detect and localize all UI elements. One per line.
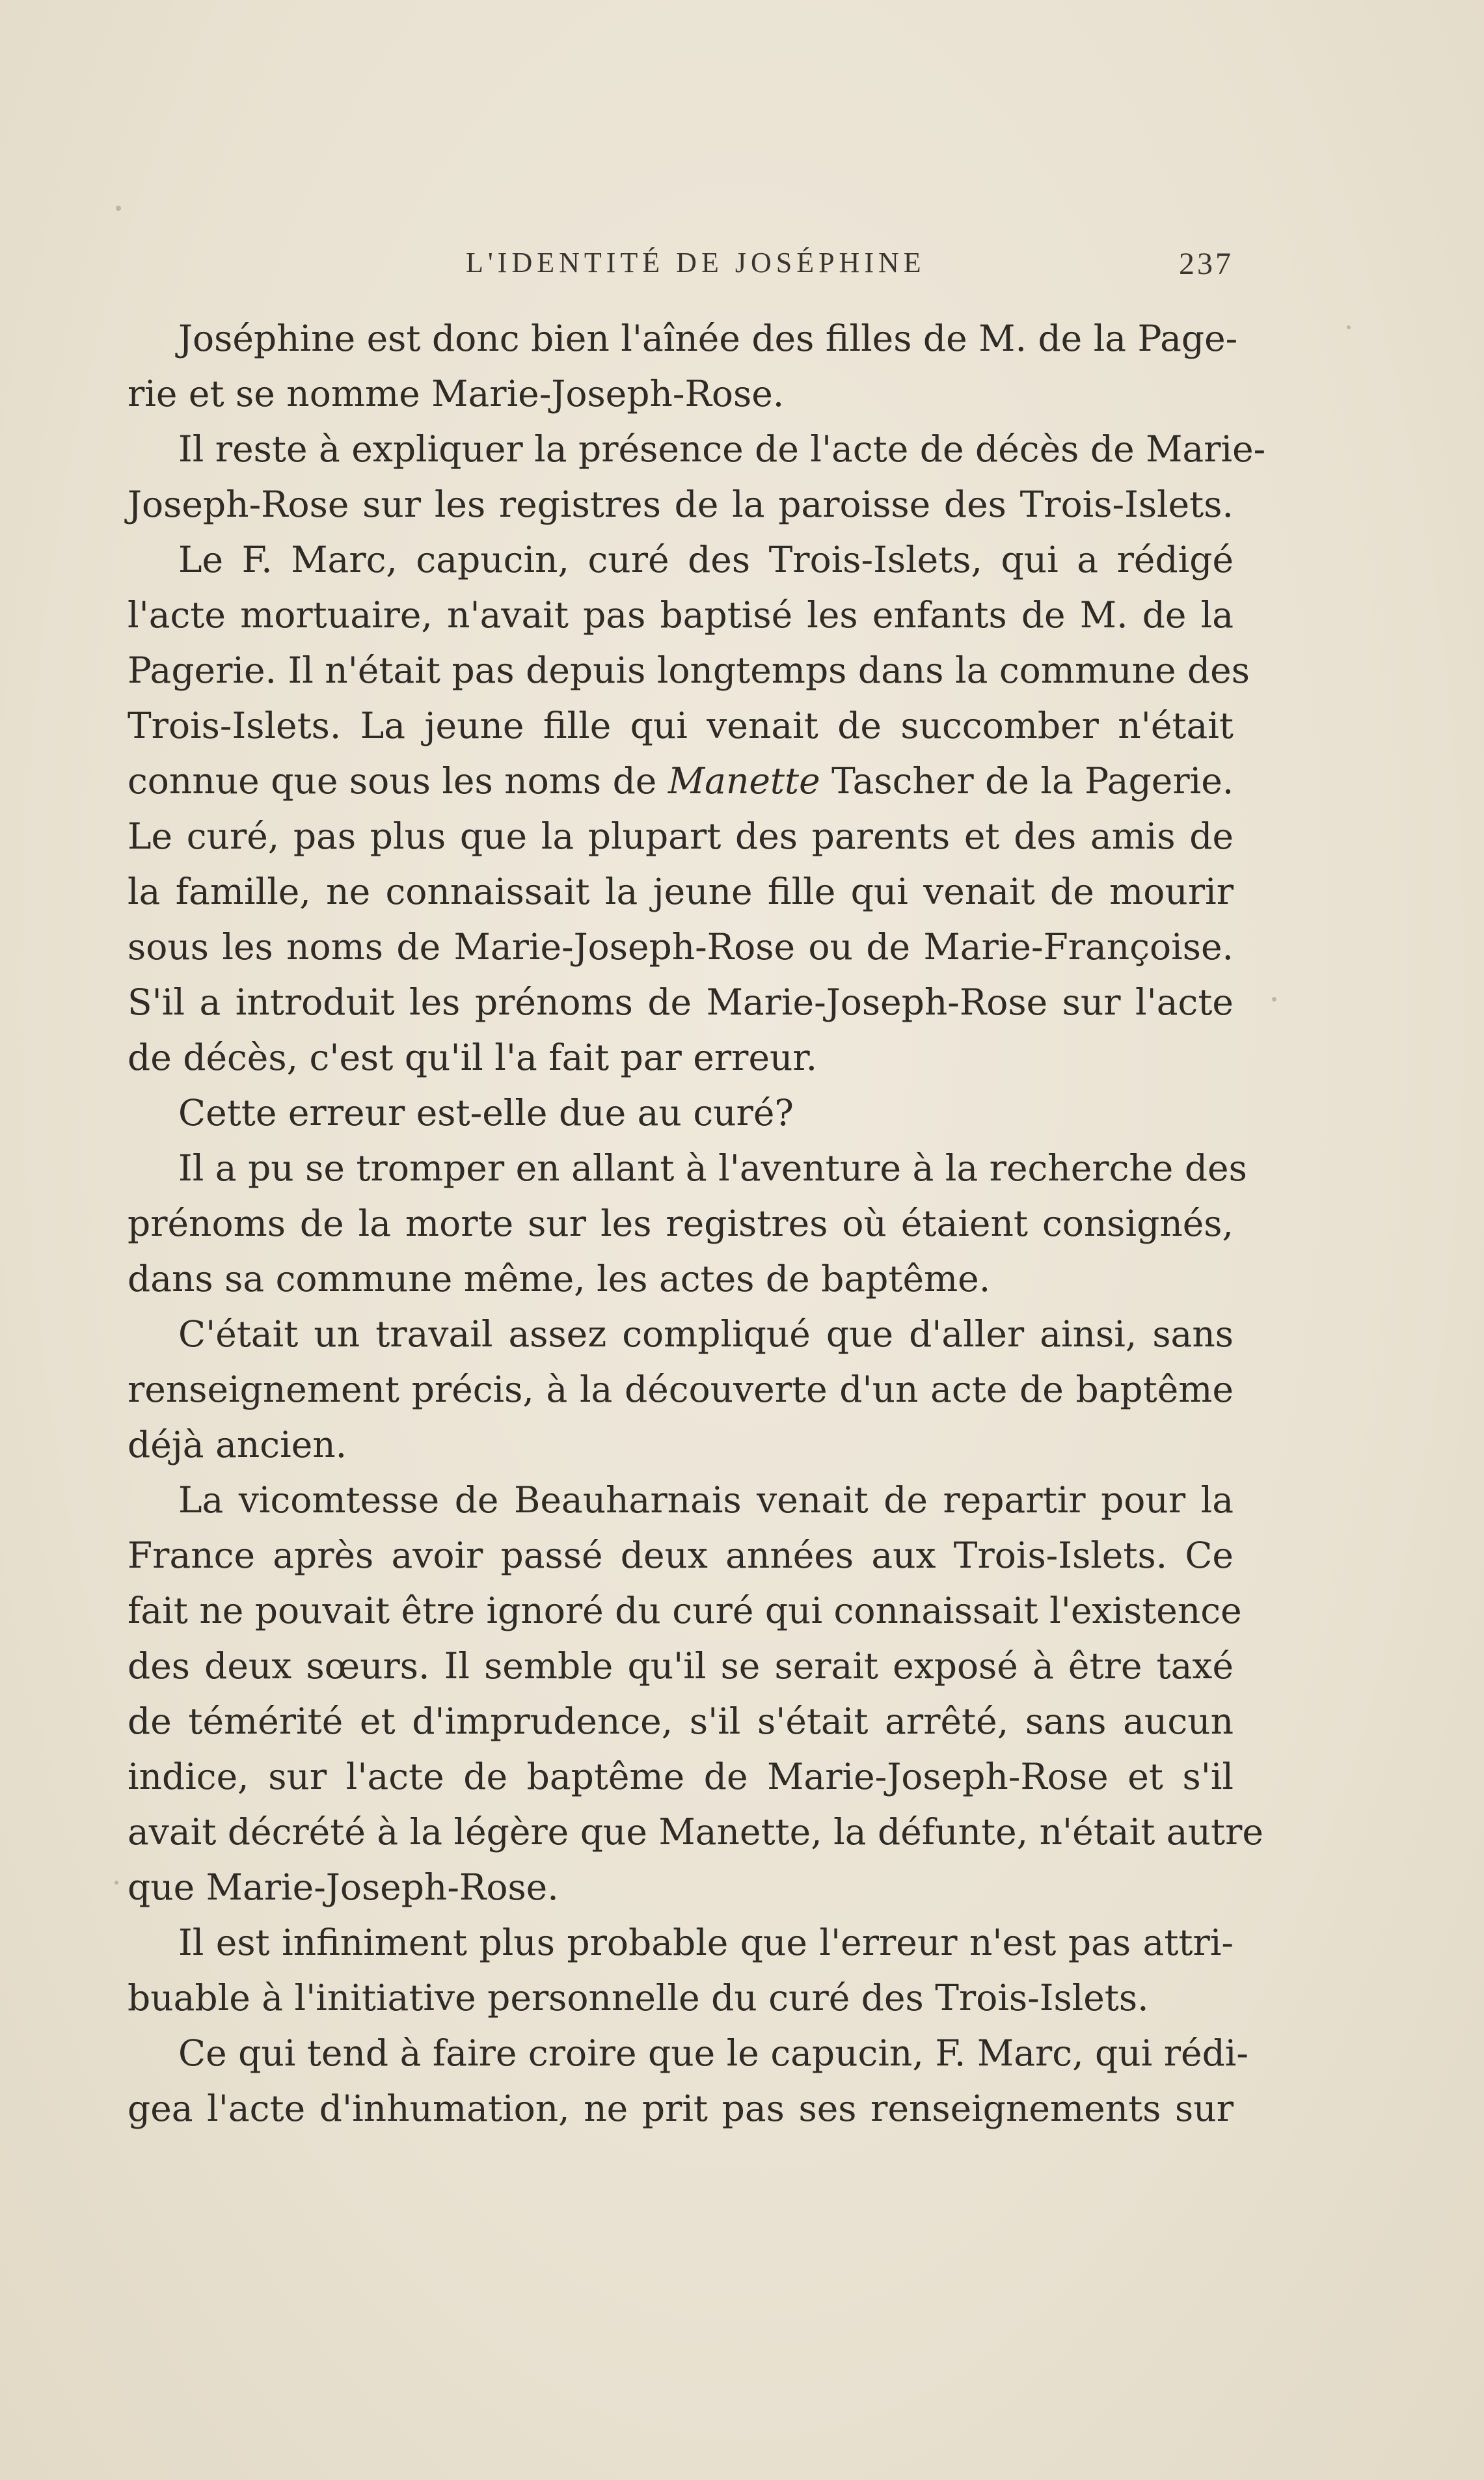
text-line: indice, sur l'acte de baptême de Marie-Joseph-Rose et s'il bbox=[128, 1756, 1234, 1797]
text-line: sous les noms de Marie-Joseph-Rose ou de Marie-Françoise. bbox=[128, 926, 1234, 968]
text-line: fait ne pouvait être ignoré du curé qui connaissait l'existence bbox=[128, 1590, 1242, 1631]
text-line: Le F. Marc, capucin, curé des Trois-Islets, qui a rédigé bbox=[178, 539, 1234, 580]
paper-speck bbox=[1272, 997, 1276, 1002]
running-title: L'IDENTITÉ DE JOSÉPHINE bbox=[466, 247, 926, 279]
text-line: Le curé, pas plus que la plupart des parents et des amis de bbox=[128, 815, 1234, 857]
page-header bbox=[128, 246, 1234, 292]
text-line: Joseph-Rose sur les registres de la paroisse des Trois-Islets. bbox=[128, 484, 1234, 525]
text-line: C'était un travail assez compliqué que d'aller ainsi, sans bbox=[178, 1313, 1234, 1355]
text-line: Il reste à expliquer la présence de l'acte de décès de Marie- bbox=[178, 428, 1266, 470]
text-line: dans sa commune même, les actes de baptême. bbox=[128, 1258, 991, 1300]
text-line: La vicomtesse de Beauharnais venait de repartir pour la bbox=[178, 1479, 1234, 1521]
text-line: Ce qui tend à faire croire que le capucin, F. Marc, qui rédi- bbox=[178, 2032, 1248, 2074]
text-line: gea l'acte d'inhumation, ne prit pas ses renseignements sur bbox=[128, 2088, 1234, 2129]
text-line: renseignement précis, à la découverte d'un acte de baptême bbox=[128, 1369, 1234, 1410]
text-line: la famille, ne connaissait la jeune fille qui venait de mourir bbox=[128, 871, 1234, 912]
body-text bbox=[128, 311, 1266, 2136]
text-line: de décès, c'est qu'il l'a fait par erreur. bbox=[128, 1037, 818, 1078]
text-line: buable à l'initiative personnelle du curé des Trois-Islets. bbox=[128, 1977, 1149, 2019]
text-segment: Tascher de la Pagerie. bbox=[831, 760, 1234, 802]
text-line: Joséphine est donc bien l'aînée des filles de M. de la Page- bbox=[178, 318, 1238, 359]
text-line: Cette erreur est-elle due au curé? bbox=[178, 1092, 794, 1134]
text-segment: connue que sous les noms de bbox=[128, 760, 657, 802]
paper-speck bbox=[115, 1881, 118, 1885]
text-line: avait décrété à la légère que Manette, la défunte, n'était autre bbox=[128, 1811, 1263, 1853]
text-line: que Marie-Joseph-Rose. bbox=[128, 1866, 559, 1908]
paper-speck bbox=[1347, 325, 1351, 329]
text-line: S'il a introduit les prénoms de Marie-Joseph-Rose sur l'acte bbox=[128, 981, 1234, 1023]
text-line: Il est infiniment plus probable que l'erreur n'est pas attri- bbox=[178, 1922, 1234, 1963]
text-line: l'acte mortuaire, n'avait pas baptisé les enfants de M. de la bbox=[128, 594, 1234, 636]
text-line-with-italic bbox=[128, 754, 1234, 809]
text-line: Pagerie. Il n'était pas depuis longtemps dans la commune des bbox=[128, 649, 1250, 691]
text-line: des deux sœurs. Il semble qu'il se serait exposé à être taxé bbox=[128, 1645, 1234, 1687]
text-line: prénoms de la morte sur les registres où étaient consignés, bbox=[128, 1203, 1234, 1244]
text-line: Il a pu se tromper en allant à l'aventure à la recherche des bbox=[178, 1147, 1247, 1189]
paper-speck bbox=[116, 206, 121, 211]
text-line: France après avoir passé deux années aux Trois-Islets. Ce bbox=[128, 1534, 1234, 1576]
text-line: rie et se nomme Marie-Joseph-Rose. bbox=[128, 373, 785, 415]
italic-name: Manette bbox=[668, 760, 820, 802]
page-number: 237 bbox=[1179, 247, 1234, 281]
text-line: déjà ancien. bbox=[128, 1424, 347, 1465]
text-line: Trois-Islets. La jeune fille qui venait de succomber n'était bbox=[128, 705, 1234, 746]
text-line: de témérité et d'imprudence, s'il s'était arrêté, sans aucun bbox=[128, 1700, 1234, 1742]
